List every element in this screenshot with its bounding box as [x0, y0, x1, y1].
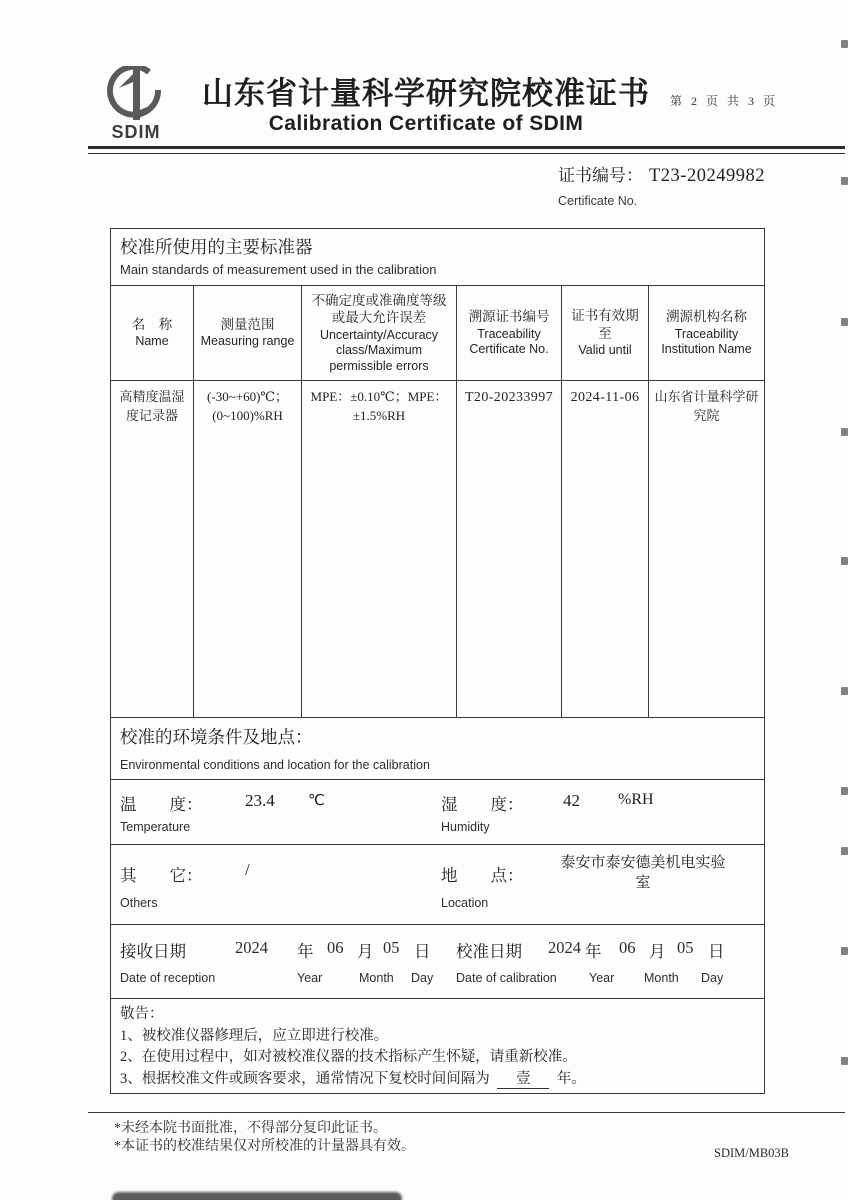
reception-day-cn: 日: [414, 943, 431, 961]
humidity-unit: %RH: [618, 791, 654, 808]
scan-edge-mark: [841, 787, 848, 795]
standards-header-row: [111, 286, 764, 381]
calibration-month-cn: 月: [649, 943, 666, 961]
page-title: 山东省计量科学研究院校准证书: [202, 76, 650, 111]
temperature-unit: ℃: [308, 792, 325, 809]
reception-month-en: Month: [359, 971, 394, 985]
column-header-institution: 溯源机构名称 Traceability Institution Name: [661, 309, 752, 357]
certificate-number-label-english: Certificate No.: [558, 194, 638, 208]
location-label-english: Location: [441, 896, 489, 910]
scan-edge-mark: [841, 947, 848, 955]
footer-note-1: *未经本院书面批准，不得部分复印此证书。: [114, 1121, 387, 1136]
humidity-value: 42: [563, 791, 580, 810]
notes-title: 敬告：: [120, 1006, 164, 1022]
reception-month-value: 06: [327, 938, 344, 957]
note-item-2: 2、在使用过程中，如对被校准仪器的技术指标产生怀疑，请重新校准。: [120, 1049, 577, 1065]
sdim-logo-icon: [105, 66, 167, 126]
recalibration-interval-value: 壹: [497, 1071, 549, 1089]
standard-name-cell: 高精度温湿度记录器: [111, 381, 194, 717]
standards-title-cn: 校准所使用的主要标准器: [120, 237, 313, 257]
scan-edge-mark: [841, 847, 848, 855]
location-value: 泰安市泰安德美机电实验室: [560, 854, 726, 892]
reception-month-cn: 月: [357, 943, 374, 961]
scan-edge-mark: [841, 177, 848, 185]
reception-date-label: 接收日期: [120, 943, 186, 961]
environment-title-en: Environmental conditions and location for the calibration: [120, 758, 430, 772]
column-header-measuring-range: 测量范围 Measuring range: [194, 286, 302, 380]
note-item-3: 3、根据校准文件或顾客要求，通常情况下复校时间间隔为 壹 年。: [120, 1070, 586, 1087]
certificate-table: [110, 228, 765, 1094]
page-number: 第 2 页 共 3 页: [670, 94, 779, 108]
calibration-year-value: 2024: [548, 938, 581, 957]
humidity-label-english: Humidity: [441, 820, 490, 834]
dates-row: [111, 925, 764, 999]
scan-edge-mark: [841, 428, 848, 436]
scan-edge-mark: [841, 318, 848, 326]
sdim-logo: [101, 66, 171, 143]
certificate-number-label: 证书编号：: [558, 166, 643, 185]
calibration-date-label: 校准日期: [456, 943, 522, 961]
footer-divider: [88, 1112, 845, 1113]
form-code: SDIM/MB03B: [714, 1146, 790, 1160]
scan-edge-mark: [841, 687, 848, 695]
calibration-year-cn: 年: [585, 943, 602, 961]
column-header-valid-until: 证书有效期至 Valid until: [562, 286, 649, 380]
calibration-day-cn: 日: [708, 943, 725, 961]
others-label: 其 它：: [120, 867, 203, 885]
calibration-day-value: 05: [677, 938, 694, 957]
scan-edge-mark: [841, 557, 848, 565]
environment-title-cn: 校准的环境条件及地点：: [120, 727, 313, 747]
temperature-label: 温 度：: [120, 796, 203, 814]
reception-year-en: Year: [297, 971, 323, 985]
standards-section-title: [111, 229, 764, 286]
traceability-cert-no-cell: T20-20233997: [457, 381, 562, 717]
calibration-date-label-english: Date of calibration: [456, 971, 557, 985]
column-header-name: 名 称 Name: [111, 286, 194, 380]
calibration-day-en: Day: [701, 971, 724, 985]
scan-artifact-bottom: [112, 1192, 402, 1200]
reception-date-label-english: Date of reception: [120, 971, 216, 985]
standards-data-row: [111, 381, 764, 718]
institution-cell: 山东省计量科学研究院: [654, 389, 759, 423]
others-label-english: Others: [120, 896, 158, 910]
reception-year-cn: 年: [297, 943, 314, 961]
certificate-number-block: [558, 161, 765, 208]
page-title-english: Calibration Certificate of SDIM: [268, 112, 584, 135]
humidity-label: 湿 度：: [441, 796, 524, 814]
temperature-value: 23.4: [245, 791, 275, 810]
scan-edge-mark: [841, 40, 848, 48]
footer-note-2: *本证书的校准结果仅对所校准的计量器具有效。: [114, 1139, 415, 1154]
valid-until-cell: 2024-11-06: [562, 381, 649, 717]
environment-section-title: [111, 718, 764, 780]
calibration-month-en: Month: [644, 971, 679, 985]
column-header-traceability-cert: 溯源证书编号 Traceability Certificate No.: [457, 286, 562, 380]
temperature-humidity-row: [111, 780, 764, 845]
notes-section: [111, 999, 764, 1093]
reception-year-value: 2024: [235, 938, 268, 957]
header-divider: [88, 146, 845, 154]
temperature-label-english: Temperature: [120, 820, 191, 834]
measuring-range-cell: (-30~+60)℃；(0~100)%RH: [194, 381, 302, 717]
column-header-uncertainty: 不确定度或准确度等级或最大允许误差 Uncertainty/Accuracy class/Maximum permissible errors: [302, 286, 457, 380]
certificate-number-value: T23-20249982: [649, 166, 765, 186]
calibration-month-value: 06: [619, 938, 636, 957]
mpe-cell: MPE：±0.10℃；MPE：±1.5%RH: [302, 381, 457, 717]
location-label: 地 点：: [441, 867, 524, 885]
others-value: /: [245, 860, 250, 879]
reception-day-value: 05: [383, 938, 400, 957]
scan-edge-mark: [841, 1057, 848, 1065]
others-location-row: [111, 845, 764, 925]
reception-day-en: Day: [411, 971, 434, 985]
calibration-year-en: Year: [589, 971, 615, 985]
standards-title-en: Main standards of measurement used in the calibration: [120, 262, 437, 277]
note-item-1: 1、被校准仪器修理后，应立即进行校准。: [120, 1027, 389, 1044]
sdim-logo-label: SDIM: [111, 122, 161, 142]
